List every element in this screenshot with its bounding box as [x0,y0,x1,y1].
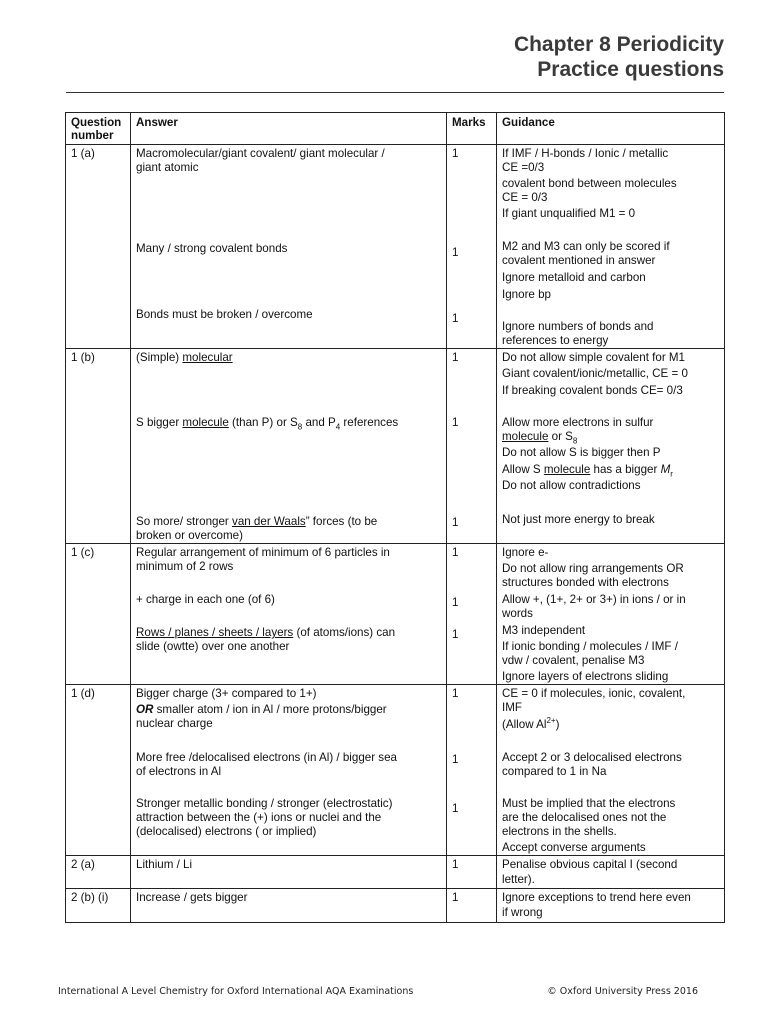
superscript: 2+ [546,716,556,726]
guidance-text [502,718,559,732]
answer-text-part: (of atoms/ions) can [293,626,396,639]
guidance-text: CE = 0 if molecules, ionic, covalent, [502,687,686,700]
guidance-text-part: Allow S [502,463,544,476]
guidance-text: structures bonded with electrons [502,576,669,589]
answer-text [136,416,398,430]
guidance-text: compared to 1 in Na [502,765,607,778]
guidance-text-part: ) [555,718,560,731]
answer-text: + charge in each one (of 6) [136,593,275,606]
column-header-question: Question [71,116,122,129]
answer-text: Many / strong covalent bonds [136,242,288,255]
guidance-text: If IMF / H-bonds / Ionic / metallic [502,147,669,160]
chapter-title: Chapter 8 Periodicity [513,33,724,56]
answer-text: slide (owtte) over one another [136,640,290,653]
answer-text-part: and P [302,416,336,429]
answer-text: broken or overcome) [136,529,243,542]
answer-text-part: references [340,416,399,429]
guidance-text [502,430,577,444]
table-border-bottom [65,922,725,923]
or-keyword: OR [136,703,154,716]
question-number: 1 (a) [71,147,95,160]
marks-value: 1 [452,312,459,325]
row-divider [65,543,725,544]
guidance-text: IMF [502,701,522,714]
marks-value: 1 [452,802,459,815]
question-number: 2 (b) (i) [71,891,109,904]
guidance-text: references to energy [502,334,609,347]
answer-text-part: S bigger [136,416,183,429]
italic-symbol: M [660,463,671,476]
question-number: 1 (b) [71,351,95,364]
guidance-text: If giant unqualified M1 = 0 [502,207,636,220]
guidance-text: covalent bond between molecules [502,177,677,190]
row-divider [65,888,725,889]
column-divider [446,112,447,922]
footer-copyright: © Oxford University Press 2016 [547,986,698,997]
answer-text-part: (Simple) [136,351,183,364]
underlined-term: molecular [182,351,233,364]
subscript: 8 [297,422,303,432]
answer-text: Bigger charge (3+ compared to 1+) [136,687,317,700]
answer-text: giant atomic [136,161,199,174]
guidance-text: Ignore layers of electrons sliding [502,670,669,683]
guidance-text-part: (Allow Al [502,718,547,731]
marks-value: 1 [452,596,459,609]
marks-value: 1 [452,753,459,766]
guidance-text: Penalise obvious capital I (second [502,858,678,871]
question-number: 1 (c) [71,546,95,559]
guidance-text-part: has a bigger [590,463,661,476]
guidance-text: Accept 2 or 3 delocalised electrons [502,751,682,764]
underlined-term: molecule [502,430,549,443]
answer-text [136,351,233,365]
guidance-text [502,463,673,477]
guidance-text: CE =0/3 [502,161,545,174]
answer-text: Regular arrangement of minimum of 6 particles in [136,546,390,559]
marks-value: 1 [452,516,459,529]
guidance-text: are the delocalised ones not the [502,811,667,824]
guidance-text: M3 independent [502,624,586,637]
answer-text-part: smaller atom / ion in Al / more protons/bigger [153,703,387,716]
answer-text [136,703,387,717]
guidance-text: letter). [502,873,535,886]
underlined-term: molecule [543,463,591,476]
marks-value: 1 [452,546,459,559]
underlined-term: molecule [182,416,229,429]
underlined-term: Rows / planes / sheets / layers [136,626,294,639]
guidance-text: Ignore e- [502,546,549,559]
guidance-text: Giant covalent/ionic/metallic, CE = 0 [502,367,688,380]
practice-subtitle: Practice questions [537,58,724,81]
answer-text: Bonds must be broken / overcome [136,308,313,321]
row-divider [65,855,725,856]
guidance-text: Must be implied that the electrons [502,797,676,810]
guidance-text: Do not allow contradictions [502,479,641,492]
answer-text-part: So more/ stronger [136,515,233,528]
guidance-text: Accept converse arguments [502,841,646,854]
column-header-question: number [71,129,114,142]
marks-value: 1 [452,147,459,160]
guidance-text: vdw / covalent, penalise M3 [502,654,645,667]
answer-text: Stronger metallic bonding / stronger (electrostatic) [136,797,393,810]
column-divider [130,112,131,922]
guidance-text: Allow more electrons in sulfur [502,416,654,429]
answer-text: of electrons in Al [136,765,222,778]
table-border-left [65,112,66,922]
guidance-text: words [502,607,533,620]
answer-text-part: ” forces (to be [305,515,378,528]
subscript: 4 [335,422,341,432]
guidance-text: if wrong [502,906,543,919]
guidance-text: Ignore numbers of bonds and [502,320,654,333]
underlined-term: van der Waals [232,515,306,528]
answer-text: Increase / gets bigger [136,891,248,904]
question-number: 2 (a) [71,858,95,871]
row-divider [65,684,725,685]
column-header-marks: Marks [452,116,486,129]
guidance-text: If breaking covalent bonds CE= 0/3 [502,384,683,397]
guidance-text-part: or S [548,430,573,443]
guidance-text: Do not allow S is bigger then P [502,446,661,459]
marks-value: 1 [452,891,459,904]
table-border-right [724,112,725,922]
guidance-text: Do not allow simple covalent for M1 [502,351,686,364]
header-row-divider [65,144,725,145]
guidance-text: Ignore bp [502,288,551,301]
marks-value: 1 [452,858,459,871]
guidance-text: If ionic bonding / molecules / IMF / [502,640,678,653]
column-header-guidance: Guidance [502,116,555,129]
marks-value: 1 [452,246,459,259]
subscript: 8 [572,436,578,446]
subscript: r [670,469,673,479]
guidance-text: Ignore exceptions to trend here even [502,891,691,904]
guidance-text: covalent mentioned in answer [502,254,656,267]
answer-text: Macromolecular/giant covalent/ giant molecular / [136,147,385,160]
answer-text-part: (than P) or S [228,416,298,429]
guidance-text: M2 and M3 can only be scored if [502,240,670,253]
marks-value: 1 [452,351,459,364]
answer-text: More free /delocalised electrons (in Al) / bigger sea [136,751,397,764]
guidance-text: Not just more energy to break [502,513,655,526]
column-divider [496,112,497,922]
answer-text: attraction between the (+) ions or nuclei and the [136,811,382,824]
row-divider [65,348,725,349]
answer-text [136,515,377,529]
guidance-text: electrons in the shells. [502,825,617,838]
marks-value: 1 [452,687,459,700]
answer-text [136,626,395,640]
answer-text: Lithium / Li [136,858,193,871]
footer-left: International A Level Chemistry for Oxford International AQA Examinations [58,986,414,997]
marks-value: 1 [452,416,459,429]
marks-value: 1 [452,628,459,641]
answer-text: (delocalised) electrons ( or implied) [136,825,317,838]
table-border-top [65,112,725,113]
guidance-text: Allow +, (1+, 2+ or 3+) in ions / or in [502,593,686,606]
guidance-text: Do not allow ring arrangements OR [502,562,684,575]
column-header-answer: Answer [136,116,178,129]
guidance-text: CE = 0/3 [502,191,548,204]
answer-text: minimum of 2 rows [136,560,234,573]
guidance-text: Ignore metalloid and carbon [502,271,646,284]
question-number: 1 (d) [71,687,95,700]
answer-text: nuclear charge [136,717,213,730]
